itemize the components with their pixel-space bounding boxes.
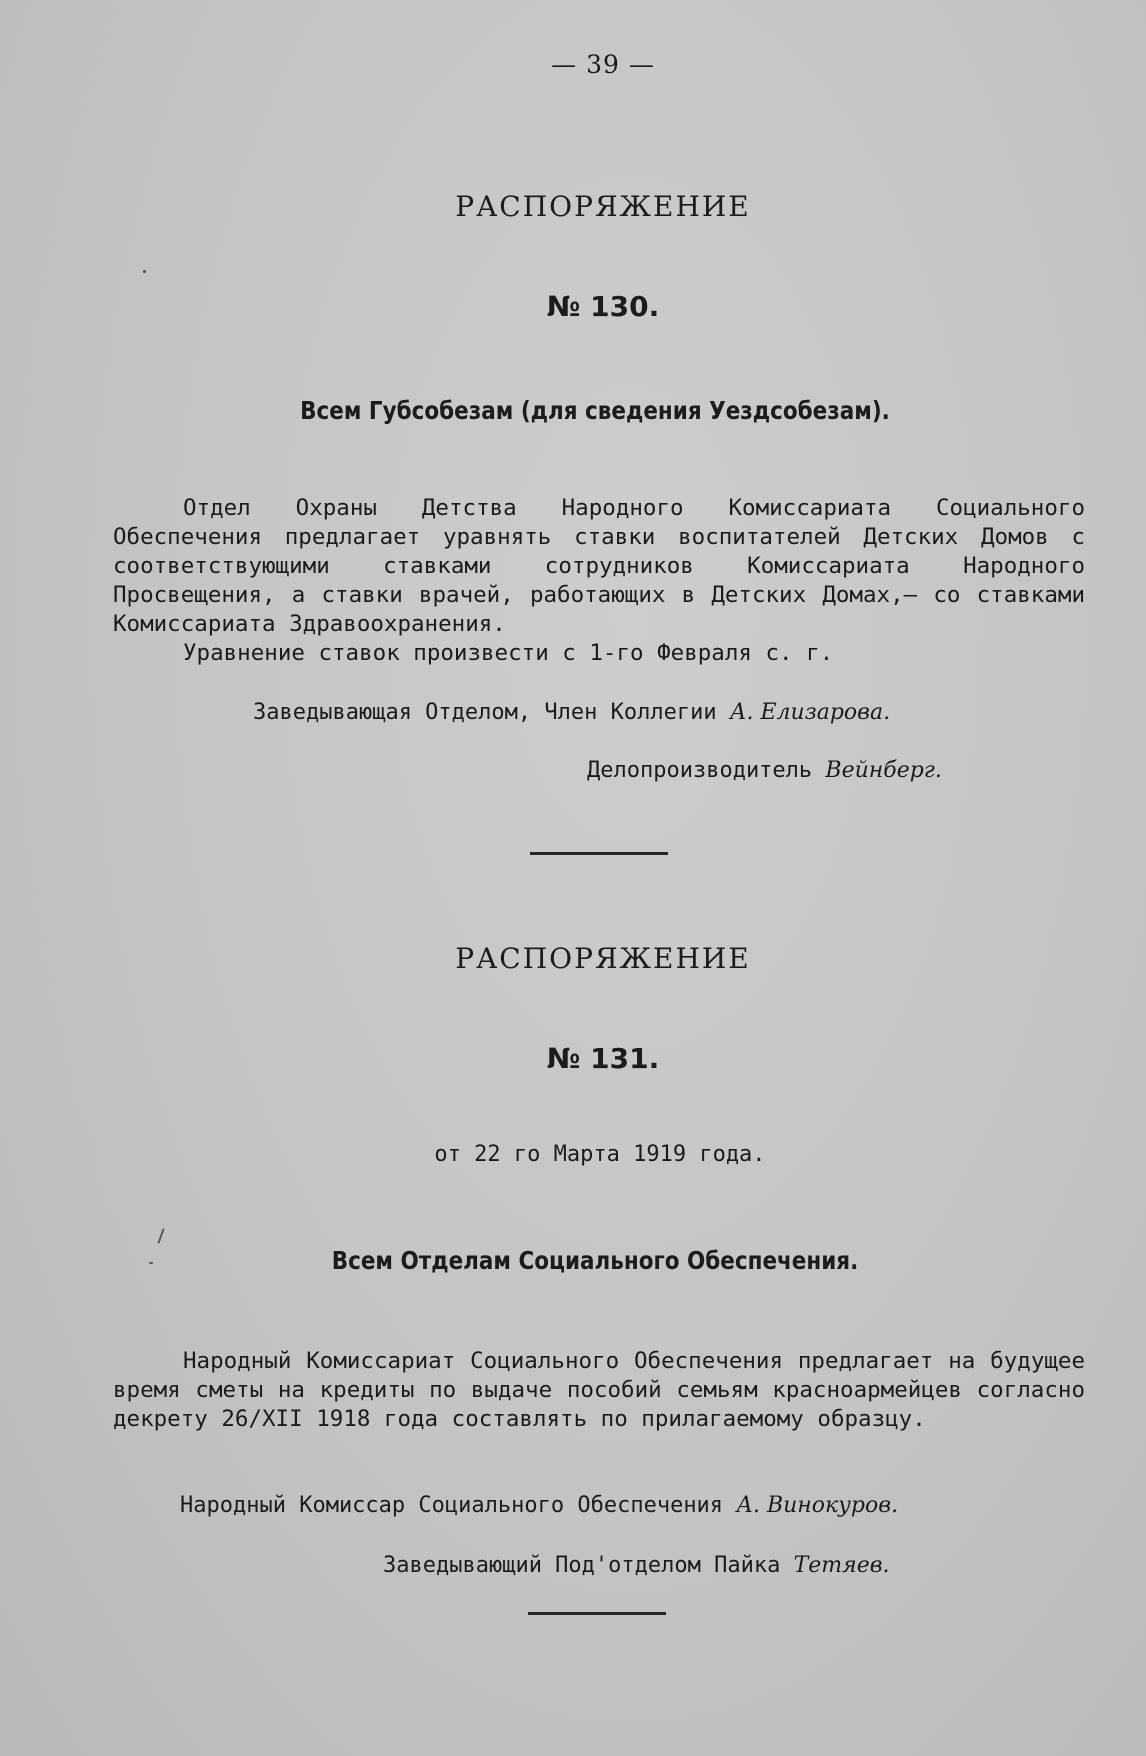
section-divider-2 — [528, 1612, 666, 1615]
order-131-body — [113, 1347, 1085, 1434]
order-130-signature-1 — [253, 700, 890, 725]
order-130-signature-2 — [587, 758, 942, 783]
section-divider-1 — [530, 852, 668, 855]
order-131-number: № 131. — [546, 1042, 660, 1075]
scan-speck — [157, 1228, 164, 1244]
order-130-number: № 130. — [546, 290, 660, 323]
order-130-signature-2-name: Вейнберг. — [825, 758, 942, 783]
order-131-signature-1-title: Народный Комиссар Социального Обеспечения — [180, 1493, 724, 1518]
order-130-heading: РАСПОРЯЖЕНИЕ — [455, 190, 751, 223]
order-130-signature-1-title: Заведывающая Отделом, Член Коллегии — [253, 700, 717, 725]
order-130-signature-2-title: Делопроизводитель — [587, 758, 813, 783]
order-131-signature-1 — [180, 1493, 898, 1518]
order-130-paragraph-1: Отдел Охраны Детства Народного Комиссариата Социального Обеспечения предлагает уравнять ставки воспитателей Детских Домов с соответствующими ставками сотрудников Комиссариата Народного Просвещения, а ставки врачей, работающих в Детских Домах,— со ставками Комиссариата Здравоохранения. — [113, 495, 1085, 637]
scan-speck — [149, 1262, 153, 1264]
order-130-paragraph-2: Уравнение ставок произвести с 1-го Февраля с. г. — [183, 640, 834, 666]
order-131-addressee: Всем Отделам Социального Обеспечения. — [331, 1246, 859, 1275]
order-130-addressee: Всем Губсобезам (для сведения Уездсобезам). — [300, 396, 890, 425]
page-number: — 39 — — [551, 50, 655, 79]
order-131-date: от 22 го Марта 1919 года. — [434, 1142, 766, 1167]
scan-speck — [143, 270, 146, 273]
order-131-signature-2-name: Тетяев. — [793, 1553, 890, 1578]
order-131-paragraph-1: Народный Комиссариат Социального Обеспечения предлагает на будущее время сметы на кредиты по выдаче пособий семьям красноармейцев согласно декрету 26/XII 1918 года составлять по прилагаемому образцу. — [113, 1348, 1085, 1432]
order-131-signature-2-title: Заведывающий Под'отделом Пайка — [383, 1553, 781, 1578]
order-131-heading: РАСПОРЯЖЕНИЕ — [455, 942, 751, 975]
order-130-signature-1-name: А. Елизарова. — [729, 700, 891, 725]
order-130-body — [113, 494, 1085, 668]
order-131-signature-1-name: А. Винокуров. — [736, 1493, 899, 1518]
order-131-signature-2 — [383, 1553, 890, 1578]
